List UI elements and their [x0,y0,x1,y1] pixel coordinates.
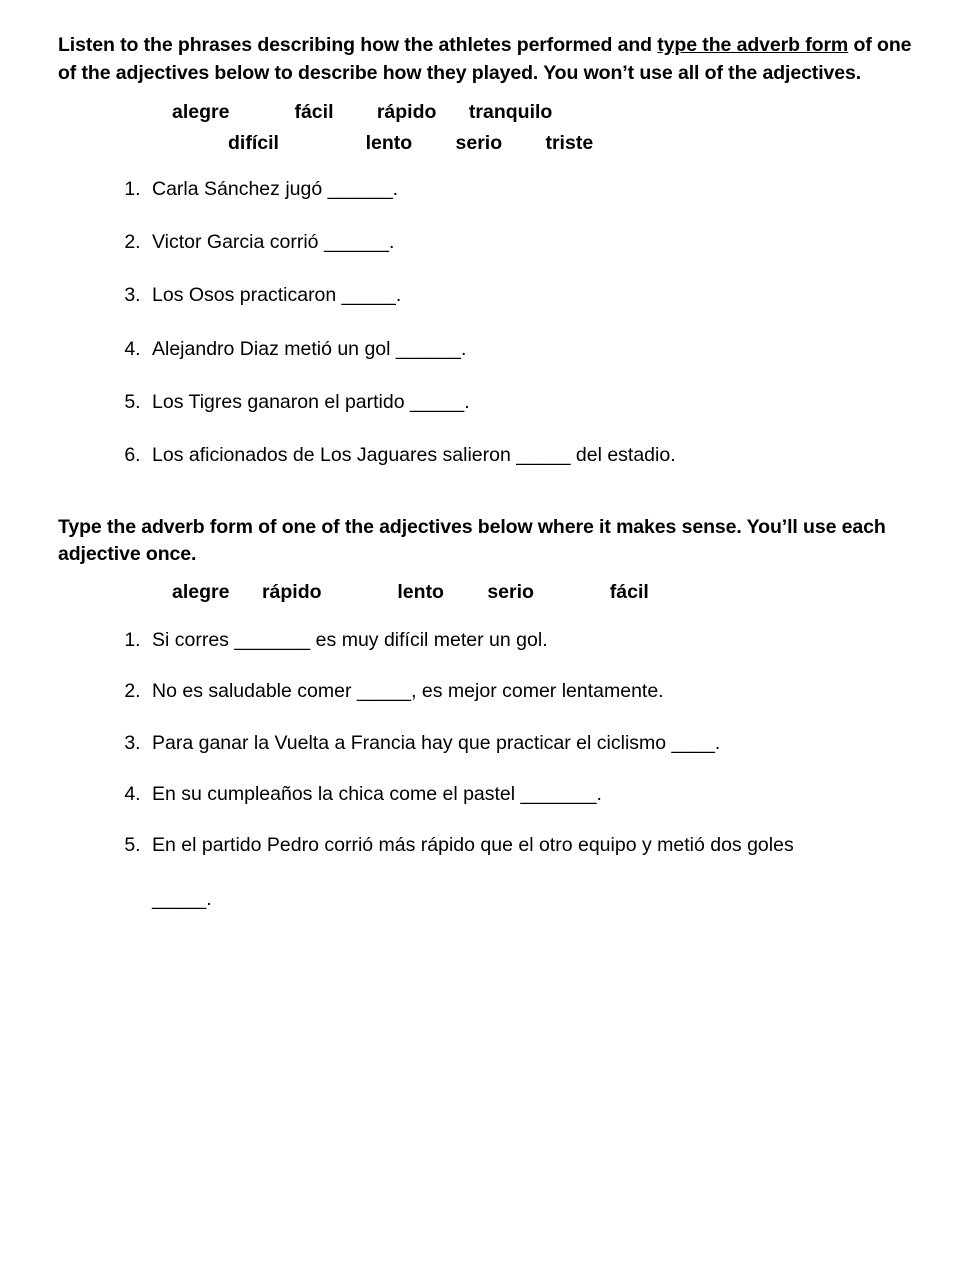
word-bank-row-1: alegre fácil rápido tranquilo [172,101,553,124]
section-one-word-bank [58,97,921,157]
list-item[interactable]: 6. Los aficionados de Los Jaguares salieron _____ del estadio. [146,442,921,469]
list-item[interactable]: 2. No es saludable comer _____, es mejor comer lentamente. [146,678,921,705]
section-one [58,32,921,470]
list-item[interactable]: 3. Los Osos practicaron _____. [146,282,921,309]
section-two-word-bank [58,577,921,607]
instruction-text-underlined: type the adverb form [657,34,849,56]
list-item[interactable]: 1. Si corres _______ es muy difícil meter un gol. [146,627,921,654]
list-item[interactable]: 2. Victor Garcia corrió ______. [146,229,921,256]
list-item[interactable] [146,832,921,913]
list-item[interactable]: 5. Los Tigres ganaron el partido _____. [146,389,921,416]
list-item[interactable]: 4. En su cumpleaños la chica come el pastel _______. [146,781,921,808]
list-item-text: En el partido Pedro corrió más rápido que el otro equipo y metió dos goles [152,834,794,857]
section-two-instruction: Type the adverb form of one of the adjectives below where it makes sense. You’ll use each adjective once. [58,515,886,566]
instruction-text-part2: of one of the adjectives below to describe how they played. You won’t use all of the adjectives. [58,34,912,84]
word-bank-row-1: alegre rápido lento serio fácil [172,580,649,603]
word-bank-row-2: difícil lento serio triste [228,131,594,154]
section-two-item-list [58,627,921,913]
section-one-instruction [58,32,921,87]
instruction-text-part1: Listen to the phrases describing how the athletes performed and [58,34,658,56]
list-item[interactable]: 4. Alejandro Diaz metió un gol ______. [146,336,921,363]
section-one-item-list [58,176,921,470]
list-item[interactable]: 1. Carla Sánchez jugó ______. [146,176,921,203]
section-two [58,514,921,913]
list-item-answer-blank[interactable]: _____. [152,887,212,910]
list-item[interactable]: 3. Para ganar la Vuelta a Francia hay que practicar el ciclismo ____. [146,730,921,757]
